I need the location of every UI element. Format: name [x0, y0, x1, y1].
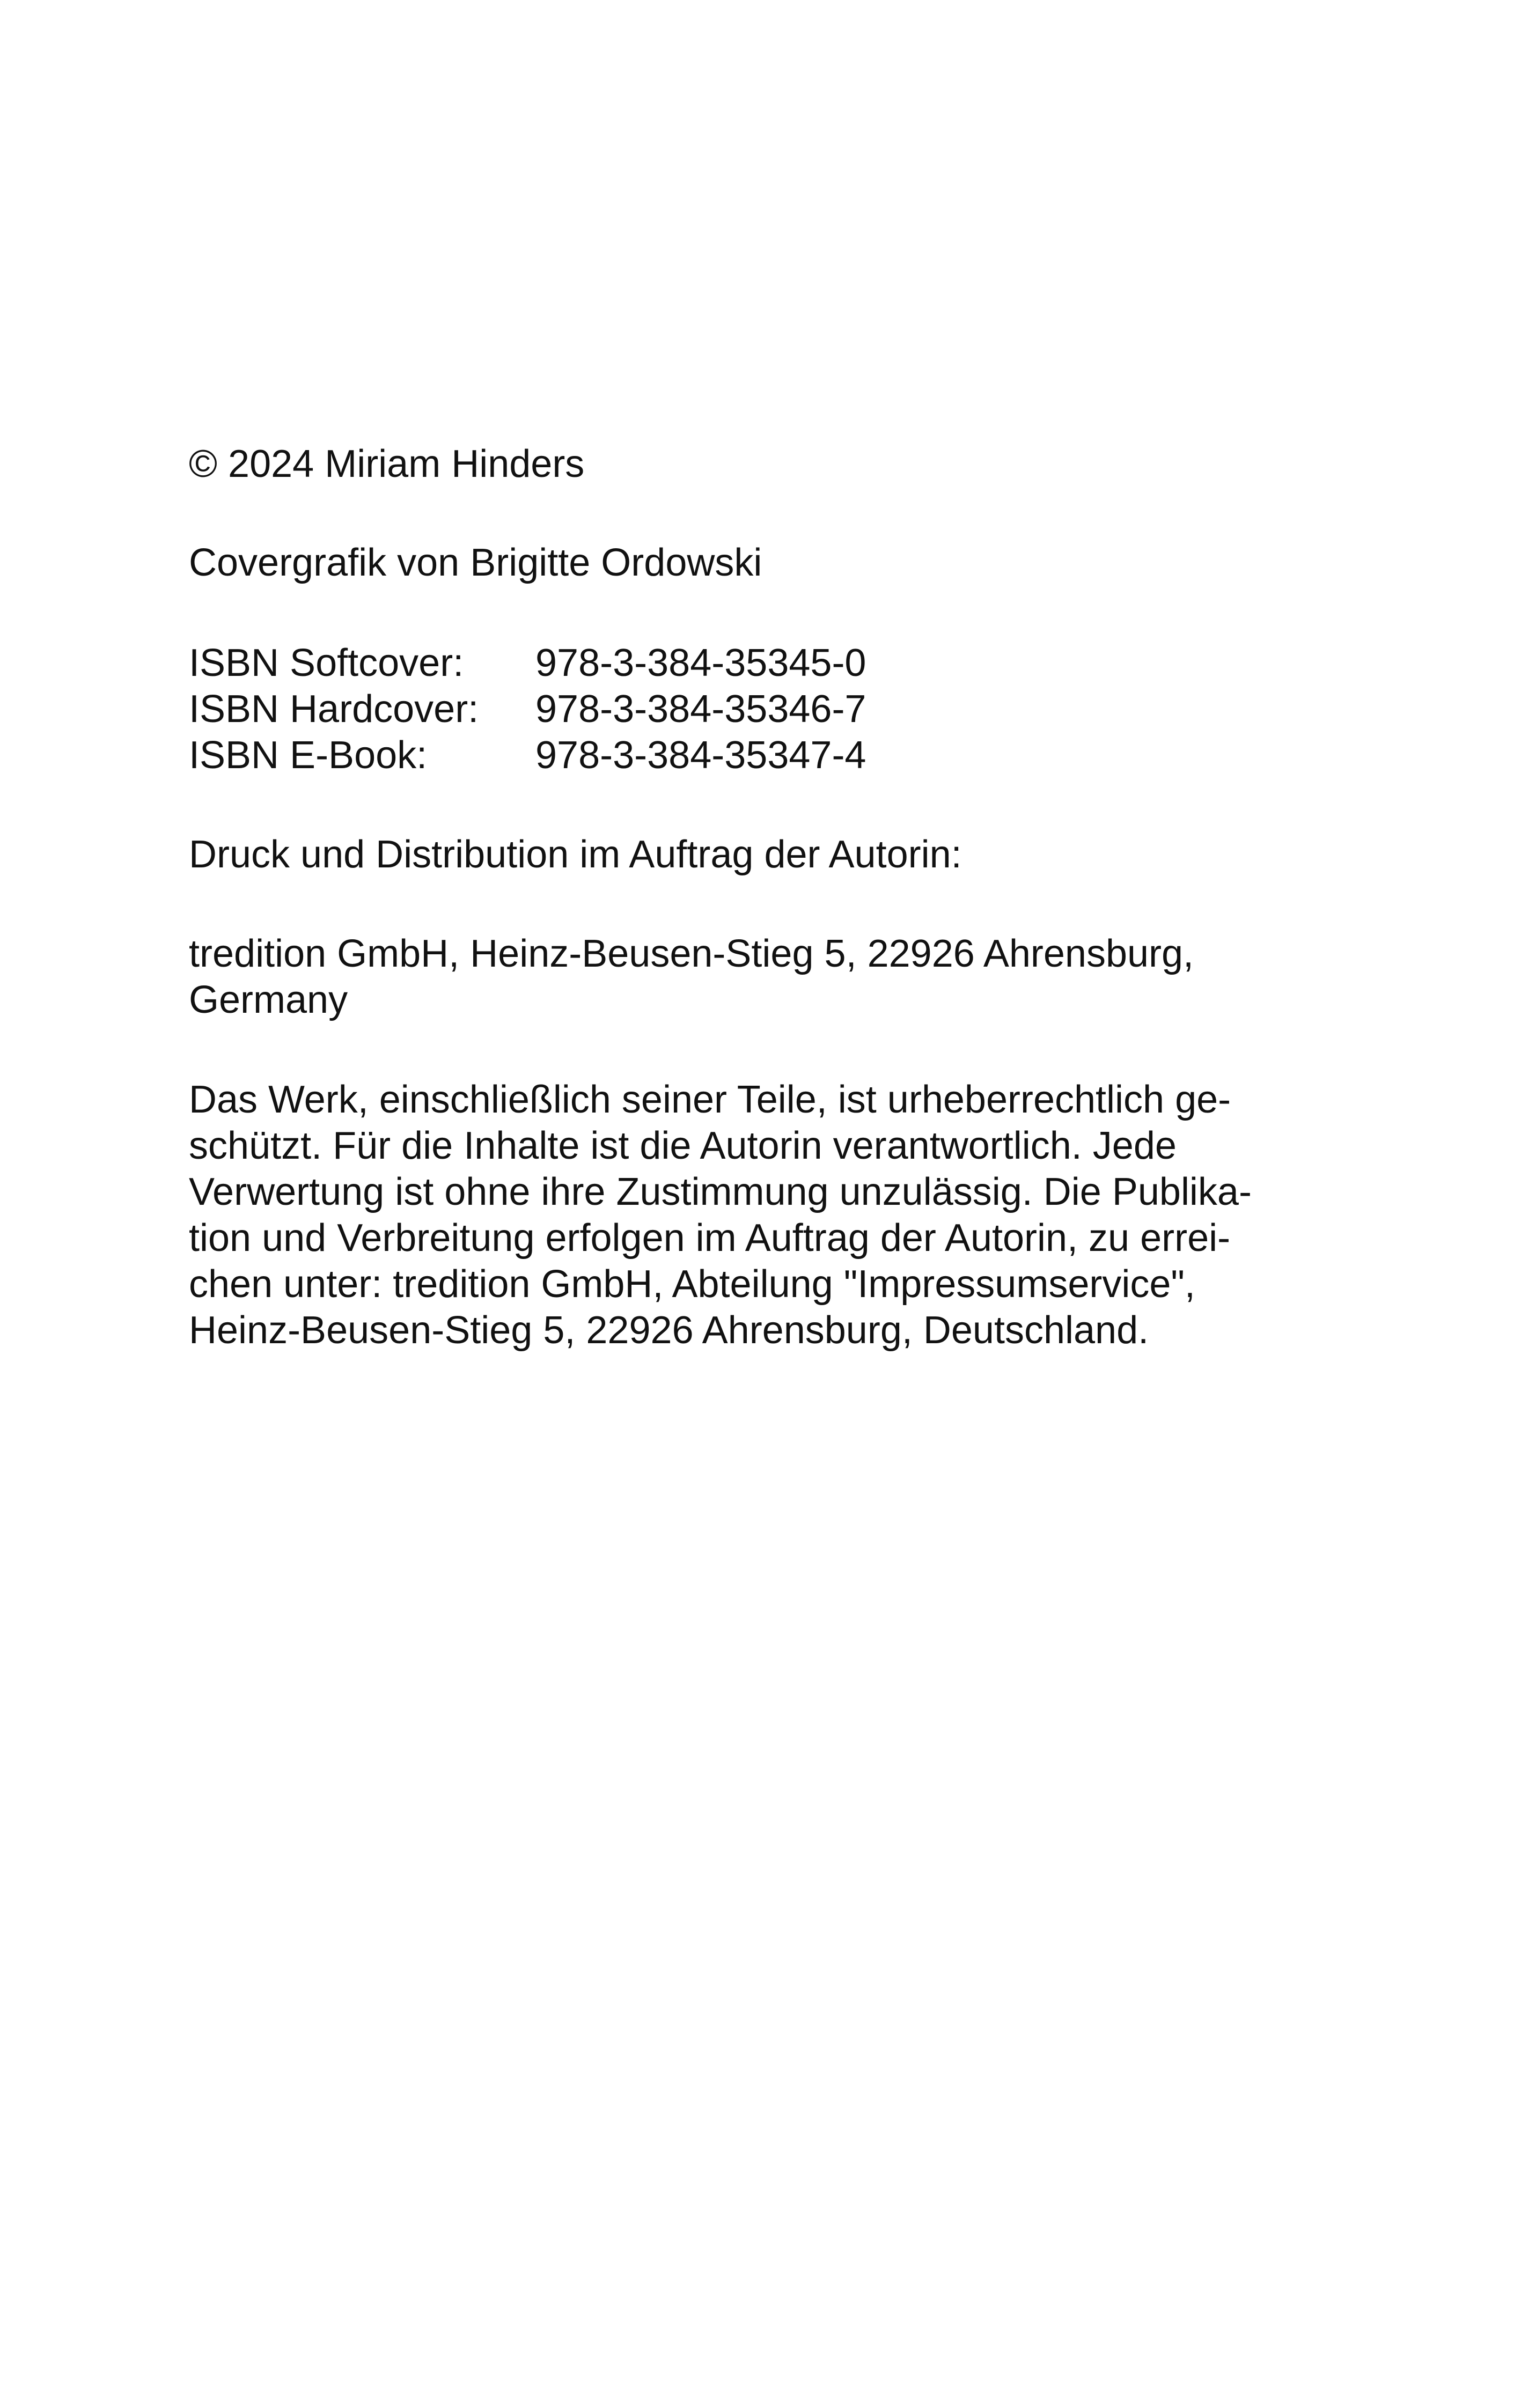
isbn-row-hardcover: [189, 686, 1342, 732]
legal-line: Heinz-Beusen-Stieg 5, 22926 Ahrensburg, Deutschland.: [189, 1309, 1149, 1352]
isbn-value: 978-3-384-35346-7: [535, 688, 866, 731]
copyright-line: © 2024 Miriam Hinders: [189, 443, 585, 485]
isbn-label: ISBN Softcover:: [189, 642, 464, 684]
isbn-value: 978-3-384-35345-0: [535, 642, 866, 684]
publisher-address: [189, 931, 1342, 1023]
isbn-value: 978-3-384-35347-4: [535, 734, 866, 777]
legal-line: schützt. Für die Inhalte ist die Autorin verantwortlich. Jede: [189, 1124, 1177, 1167]
isbn-row-ebook: [189, 732, 1342, 778]
address-line: tredition GmbH, Heinz-Beusen-Stieg 5, 22926 Ahrensburg,: [189, 932, 1194, 975]
legal-line: Verwertung ist ohne ihre Zustimmung unzulässig. Die Publika-: [189, 1170, 1252, 1213]
legal-line: chen unter: tredition GmbH, Abteilung "Impressumservice",: [189, 1263, 1195, 1306]
printing-note: Druck und Distribution im Auftrag der Autorin:: [189, 833, 962, 876]
isbn-label: ISBN Hardcover:: [189, 688, 479, 731]
cover-credit: Covergrafik von Brigitte Ordowski: [189, 541, 762, 584]
legal-line: Das Werk, einschließlich seiner Teile, ist urheberrechtlich ge-: [189, 1078, 1231, 1121]
isbn-row-softcover: [189, 640, 1342, 686]
legal-line: tion und Verbreitung erfolgen im Auftrag der Autorin, zu errei-: [189, 1217, 1231, 1260]
address-line: Germany: [189, 978, 348, 1021]
isbn-list: [189, 640, 1342, 778]
legal-notice: [189, 1077, 1342, 1353]
isbn-label: ISBN E-Book:: [189, 734, 428, 777]
